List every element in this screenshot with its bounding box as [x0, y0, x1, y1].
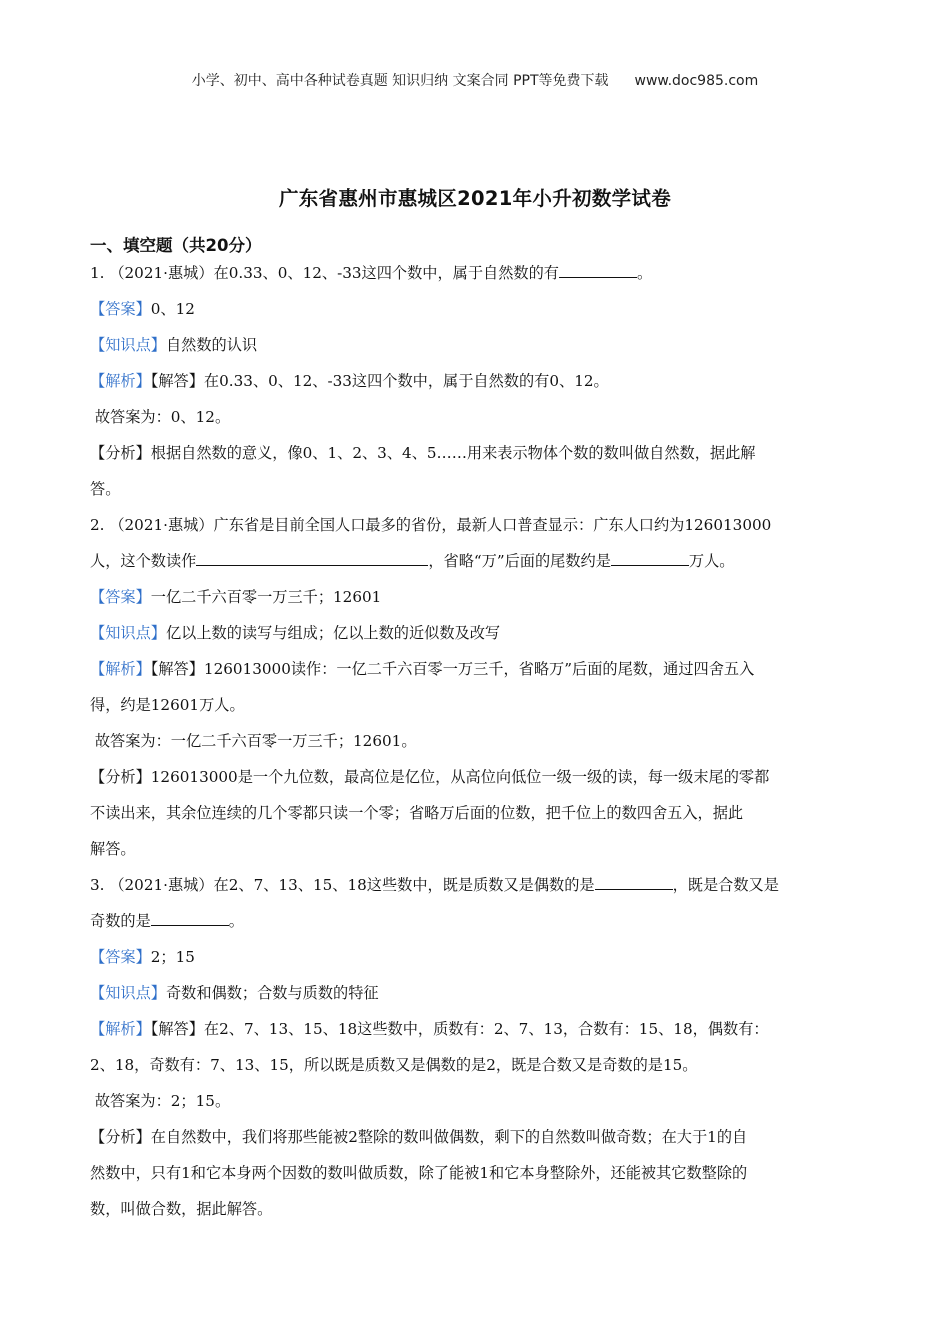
- document-title: 广东省惠州市惠城区2021年小升初数学试卷: [278, 187, 672, 210]
- q3-stem-1: 3. （2021·惠城）在2、7、13、15、18这些数中，既是质数又是偶数的是 ，既是合数又是: [90, 867, 865, 903]
- answer-blank[interactable]: [196, 548, 428, 566]
- q3-final: 故答案为：2；15。: [94, 1092, 231, 1110]
- q2-final: 故答案为：一亿二千六百零一万三千；12601。: [94, 732, 417, 750]
- q2-fenxi-1: 【分析】126013000是一个九位数，最高位是亿位，从高位向低位一级一级的读，每一级末尾的零都: [90, 768, 770, 786]
- knowledge-label: 【知识点】: [90, 984, 166, 1002]
- q3-answer: 【答案】2；15: [90, 948, 195, 966]
- knowledge-label: 【知识点】: [90, 336, 166, 354]
- header-url[interactable]: www.doc985.com: [634, 73, 759, 89]
- q2-answer: 【答案】一亿二千六百零一万三千；12601: [90, 588, 382, 606]
- answer-label: 【答案】: [90, 588, 151, 606]
- q3-solution-2: 2、18，奇数有：7、13、15，所以既是质数又是偶数的是2，既是合数又是奇数的是15。: [90, 1056, 698, 1074]
- q1-answer: 【答案】0、12: [90, 300, 195, 318]
- analysis-label: 【解析】: [90, 372, 151, 390]
- answer-blank[interactable]: [595, 872, 673, 890]
- q3-fenxi-2: 然数中，只有1和它本身两个因数的数叫做质数，除了能被1和它本身整除外，还能被其它数整除的: [90, 1164, 748, 1182]
- q3-stem-2: 奇数的是 。: [90, 903, 865, 939]
- answer-blank[interactable]: [151, 908, 229, 926]
- q1-fenxi-2: 答。: [90, 480, 121, 498]
- q2-stem-1: 2. （2021·惠城）广东省是目前全国人口最多的省份，最新人口普查显示：广东人口约为126013000: [90, 516, 772, 534]
- section-heading: 一、填空题（共20分）: [90, 236, 262, 255]
- q1-solution: 【解析】【解答】在0.33、0、12、-33这四个数中，属于自然数的有0、12。: [90, 372, 609, 390]
- q1-stem: 1. （2021·惠城）在0.33、0、12、-33这四个数中，属于自然数的有 。: [90, 255, 865, 291]
- q2-knowledge: 【知识点】亿以上数的读写与组成；亿以上数的近似数及改写: [90, 624, 501, 642]
- answer-label: 【答案】: [90, 300, 151, 318]
- q1-final: 故答案为：0、12。: [94, 408, 231, 426]
- answer-blank[interactable]: [611, 548, 689, 566]
- q2-fenxi-2: 不读出来，其余位连续的几个零都只读一个零；省略万后面的位数，把千位上的数四舍五入，据此: [90, 804, 744, 822]
- q3-knowledge: 【知识点】奇数和偶数；合数与质数的特征: [90, 984, 379, 1002]
- answer-blank[interactable]: [559, 260, 637, 278]
- analysis-label: 【解析】: [90, 660, 151, 678]
- q2-solution-2: 得，约是12601万人。: [90, 696, 245, 714]
- analysis-label: 【解析】: [90, 1020, 151, 1038]
- page-header: [0, 70, 950, 90]
- q1-fenxi-1: 【分析】根据自然数的意义，像0、1、2、3、4、5……用来表示物体个数的数叫做自然数，据此解: [90, 444, 756, 462]
- q3-fenxi-3: 数，叫做合数，据此解答。: [90, 1200, 273, 1218]
- q2-fenxi-3: 解答。: [90, 840, 136, 858]
- knowledge-label: 【知识点】: [90, 624, 166, 642]
- q1-knowledge: 【知识点】自然数的认识: [90, 336, 258, 354]
- fenxi-label: 【分析】: [90, 1128, 151, 1146]
- answer-label: 【答案】: [90, 948, 151, 966]
- q3-fenxi-1: 【分析】在自然数中，我们将那些能被2整除的数叫做偶数，剩下的自然数叫做奇数；在大于1的自: [90, 1128, 748, 1146]
- fenxi-label: 【分析】: [90, 444, 151, 462]
- fenxi-label: 【分析】: [90, 768, 151, 786]
- q2-stem-2: 人，这个数读作 ，省略“万”后面的尾数约是 万人。: [90, 543, 865, 579]
- questions-body: [90, 255, 865, 1227]
- q2-solution-1: 【解析】【解答】126013000读作：一亿二千六百零一万三千，省略万”后面的尾数，通过四舍五入: [90, 660, 755, 678]
- q3-solution-1: 【解析】【解答】在2、7、13、15、18这些数中，质数有：2、7、13，合数有：15、18，偶数有：: [90, 1020, 769, 1038]
- header-text: 小学、初中、高中各种试卷真题 知识归纳 文案合同 PPT等免费下载: [191, 73, 609, 89]
